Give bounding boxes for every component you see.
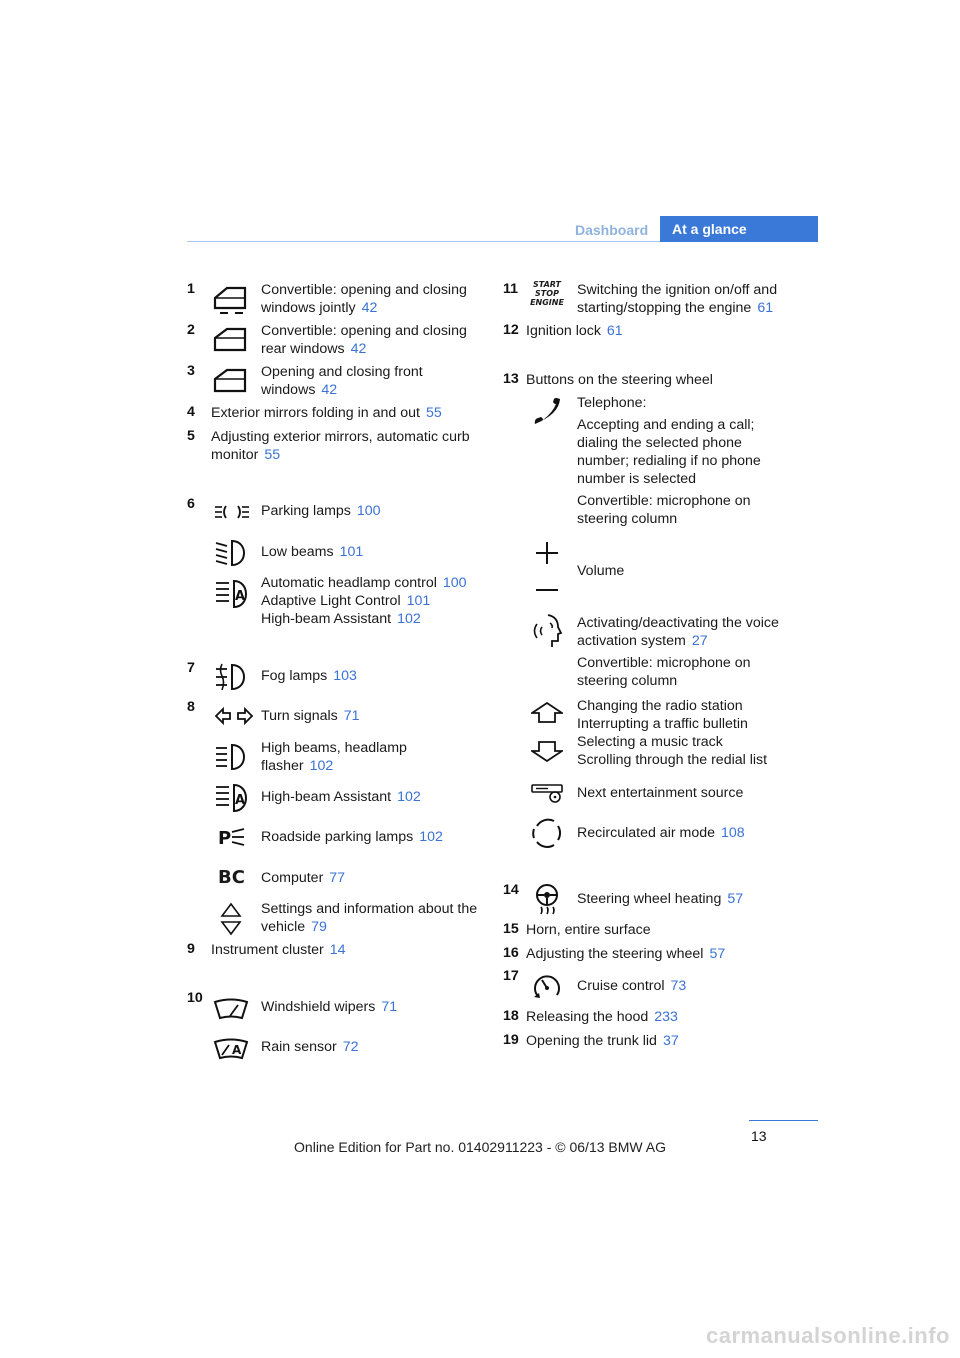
start-stop-icon: START STOP ENGINE bbox=[530, 280, 564, 307]
roadside-parking-icon bbox=[218, 826, 246, 848]
item-text: Adjusting the steering wheel 57 bbox=[526, 946, 726, 962]
svg-text:A: A bbox=[232, 1043, 242, 1057]
page-link[interactable]: 55 bbox=[425, 405, 442, 421]
item-text: Next entertainment source bbox=[577, 785, 744, 801]
arrow-down-icon bbox=[531, 740, 563, 762]
page-link[interactable]: 100 bbox=[356, 503, 381, 519]
item-text: Fog lamps 103 bbox=[261, 668, 357, 684]
footer-text: Online Edition for Part no. 01402911223 - © 06/13 BMW AG bbox=[294, 1139, 666, 1155]
item-text: Convertible: microphone on steering column bbox=[577, 655, 751, 689]
page-link[interactable]: 37 bbox=[662, 1033, 679, 1049]
page-link[interactable]: 77 bbox=[329, 870, 346, 886]
svg-text:P: P bbox=[218, 828, 232, 848]
item-number: 4 bbox=[187, 404, 195, 420]
watermark: carmanualsonline.info bbox=[706, 1323, 950, 1348]
item-text: Rain sensor 72 bbox=[261, 1039, 359, 1055]
item-number: 2 bbox=[187, 322, 195, 338]
volume-minus-icon bbox=[535, 586, 559, 594]
rain-sensor-icon bbox=[212, 1036, 250, 1062]
item-text: Opening the trunk lid 37 bbox=[526, 1033, 679, 1049]
page-link[interactable]: 108 bbox=[721, 825, 745, 841]
item-number: 10 bbox=[187, 990, 203, 1006]
item-text: Instrument cluster 14 bbox=[211, 942, 346, 958]
voice-activation-icon bbox=[530, 613, 564, 649]
settings-arrows-icon bbox=[220, 902, 242, 936]
page-link[interactable]: 57 bbox=[709, 946, 726, 962]
item-text: Switching the ignition on/off and starting/stopping the engine 61 bbox=[577, 282, 778, 316]
cruise-control-icon bbox=[531, 971, 563, 1001]
item-text: Telephone: bbox=[577, 395, 647, 411]
item-text: Accepting and ending a call; dialing the selected phone number; redialing if no phone number is selected bbox=[577, 417, 761, 487]
page-link[interactable]: 61 bbox=[606, 323, 623, 339]
fog-lamps-icon bbox=[214, 662, 250, 692]
entertainment-source-icon bbox=[530, 783, 564, 803]
header-tab: At a glance bbox=[660, 216, 818, 242]
rear-window-icon bbox=[213, 326, 247, 354]
item-text: Convertible: opening and closing rear windows 42 bbox=[261, 323, 467, 357]
item-text: Activating/deactivating the voice activation system 27 bbox=[577, 615, 779, 649]
item-text: Convertible: opening and closing windows jointly 42 bbox=[261, 282, 467, 316]
telephone-icon bbox=[531, 396, 563, 428]
item-text: Releasing the hood 233 bbox=[526, 1009, 678, 1025]
item-text: Windshield wipers 71 bbox=[261, 999, 398, 1015]
page-link[interactable]: 233 bbox=[654, 1009, 678, 1025]
item-number: 7 bbox=[187, 660, 195, 676]
item-number: 8 bbox=[187, 699, 195, 715]
parking-lamps-icon bbox=[214, 503, 250, 521]
turn-signals-icon bbox=[214, 707, 254, 725]
item-text: Turn signals 71 bbox=[261, 708, 360, 724]
item-text: Computer 77 bbox=[261, 870, 346, 886]
page-link[interactable]: 42 bbox=[321, 382, 338, 398]
item-text: Exterior mirrors folding in and out 55 bbox=[211, 405, 442, 421]
page-link[interactable]: 71 bbox=[381, 999, 398, 1015]
item-text: Automatic headlamp control 100 Adaptive Light Control 101 High-beam Assistant 102 bbox=[261, 575, 467, 627]
item-text: Changing the radio station Interrupting a traffic bulletin Selecting a music track Scrolling through the redial list bbox=[577, 698, 768, 768]
page-link[interactable]: 72 bbox=[342, 1039, 359, 1055]
item-number: 5 bbox=[187, 428, 195, 444]
item-text: Buttons on the steering wheel bbox=[526, 372, 713, 388]
page-link[interactable]: 102 bbox=[397, 611, 421, 627]
page-link[interactable]: 71 bbox=[343, 708, 360, 724]
page-link[interactable]: 101 bbox=[339, 544, 364, 560]
item-number: 9 bbox=[187, 941, 195, 957]
page-link[interactable]: 102 bbox=[309, 758, 334, 774]
item-text: Ignition lock 61 bbox=[526, 323, 623, 339]
page-number: 13 bbox=[751, 1128, 767, 1144]
page-link[interactable]: 101 bbox=[406, 593, 431, 609]
item-number: 19 bbox=[503, 1032, 519, 1048]
recirculated-air-icon bbox=[530, 816, 564, 850]
page-link[interactable]: 102 bbox=[419, 829, 443, 845]
item-text: Cruise control 73 bbox=[577, 978, 687, 994]
item-text: Volume bbox=[577, 563, 625, 579]
high-beams-icon bbox=[214, 742, 250, 772]
item-number: 18 bbox=[503, 1008, 519, 1024]
item-text: Horn, entire surface bbox=[526, 922, 651, 938]
item-text: Recirculated air mode 108 bbox=[577, 825, 745, 841]
item-number: 14 bbox=[503, 882, 519, 898]
steering-wheel-heating-icon bbox=[532, 883, 562, 915]
page-link[interactable]: 55 bbox=[264, 447, 281, 463]
page-link[interactable]: 14 bbox=[329, 942, 346, 958]
page-link[interactable]: 57 bbox=[727, 891, 744, 907]
svg-text:A: A bbox=[235, 793, 246, 808]
item-text: Parking lamps 100 bbox=[261, 503, 381, 519]
item-text: High beams, headlamp flasher 102 bbox=[261, 740, 407, 774]
high-beam-assistant-icon bbox=[214, 782, 250, 814]
item-number: 12 bbox=[503, 322, 519, 338]
page-link[interactable]: 61 bbox=[757, 300, 774, 316]
item-text: Low beams 101 bbox=[261, 544, 364, 560]
volume-plus-icon bbox=[535, 541, 559, 565]
footer-rule bbox=[749, 1120, 818, 1121]
item-number: 6 bbox=[187, 496, 195, 512]
item-number: 1 bbox=[187, 281, 195, 297]
page-link[interactable]: 103 bbox=[333, 668, 357, 684]
item-number: 11 bbox=[503, 281, 518, 297]
item-number: 17 bbox=[503, 968, 519, 984]
item-number: 3 bbox=[187, 363, 195, 379]
page-link[interactable]: 42 bbox=[350, 341, 367, 357]
item-text: Adjusting exterior mirrors, automatic curb monitor 55 bbox=[211, 429, 470, 463]
item-text: Roadside parking lamps 102 bbox=[261, 829, 443, 845]
page-link[interactable]: 102 bbox=[397, 789, 421, 805]
windshield-wipers-icon bbox=[212, 996, 250, 1022]
item-number: 16 bbox=[503, 945, 519, 961]
page-link[interactable]: 42 bbox=[361, 300, 378, 316]
item-number: 13 bbox=[503, 371, 519, 387]
page-link[interactable]: 27 bbox=[691, 633, 708, 649]
computer-bc-icon: BC bbox=[218, 867, 245, 888]
item-text: Settings and information about the vehicle 79 bbox=[261, 901, 478, 935]
page-link[interactable]: 79 bbox=[311, 919, 327, 935]
page-link[interactable]: 100 bbox=[442, 575, 467, 591]
item-number: 15 bbox=[503, 921, 519, 937]
auto-headlamp-icon bbox=[214, 578, 250, 610]
window-jointly-icon bbox=[213, 284, 247, 316]
page-link[interactable]: 73 bbox=[670, 978, 687, 994]
header-section: Dashboard bbox=[575, 222, 649, 238]
item-text: High-beam Assistant 102 bbox=[261, 789, 421, 805]
svg-text:A: A bbox=[235, 589, 246, 604]
item-text: Opening and closing front windows 42 bbox=[261, 364, 423, 398]
item-text: Convertible: microphone on steering column bbox=[577, 493, 751, 527]
low-beams-icon bbox=[214, 538, 250, 568]
front-window-icon bbox=[213, 367, 247, 395]
arrow-up-icon bbox=[531, 702, 563, 724]
item-text: Steering wheel heating 57 bbox=[577, 891, 744, 907]
